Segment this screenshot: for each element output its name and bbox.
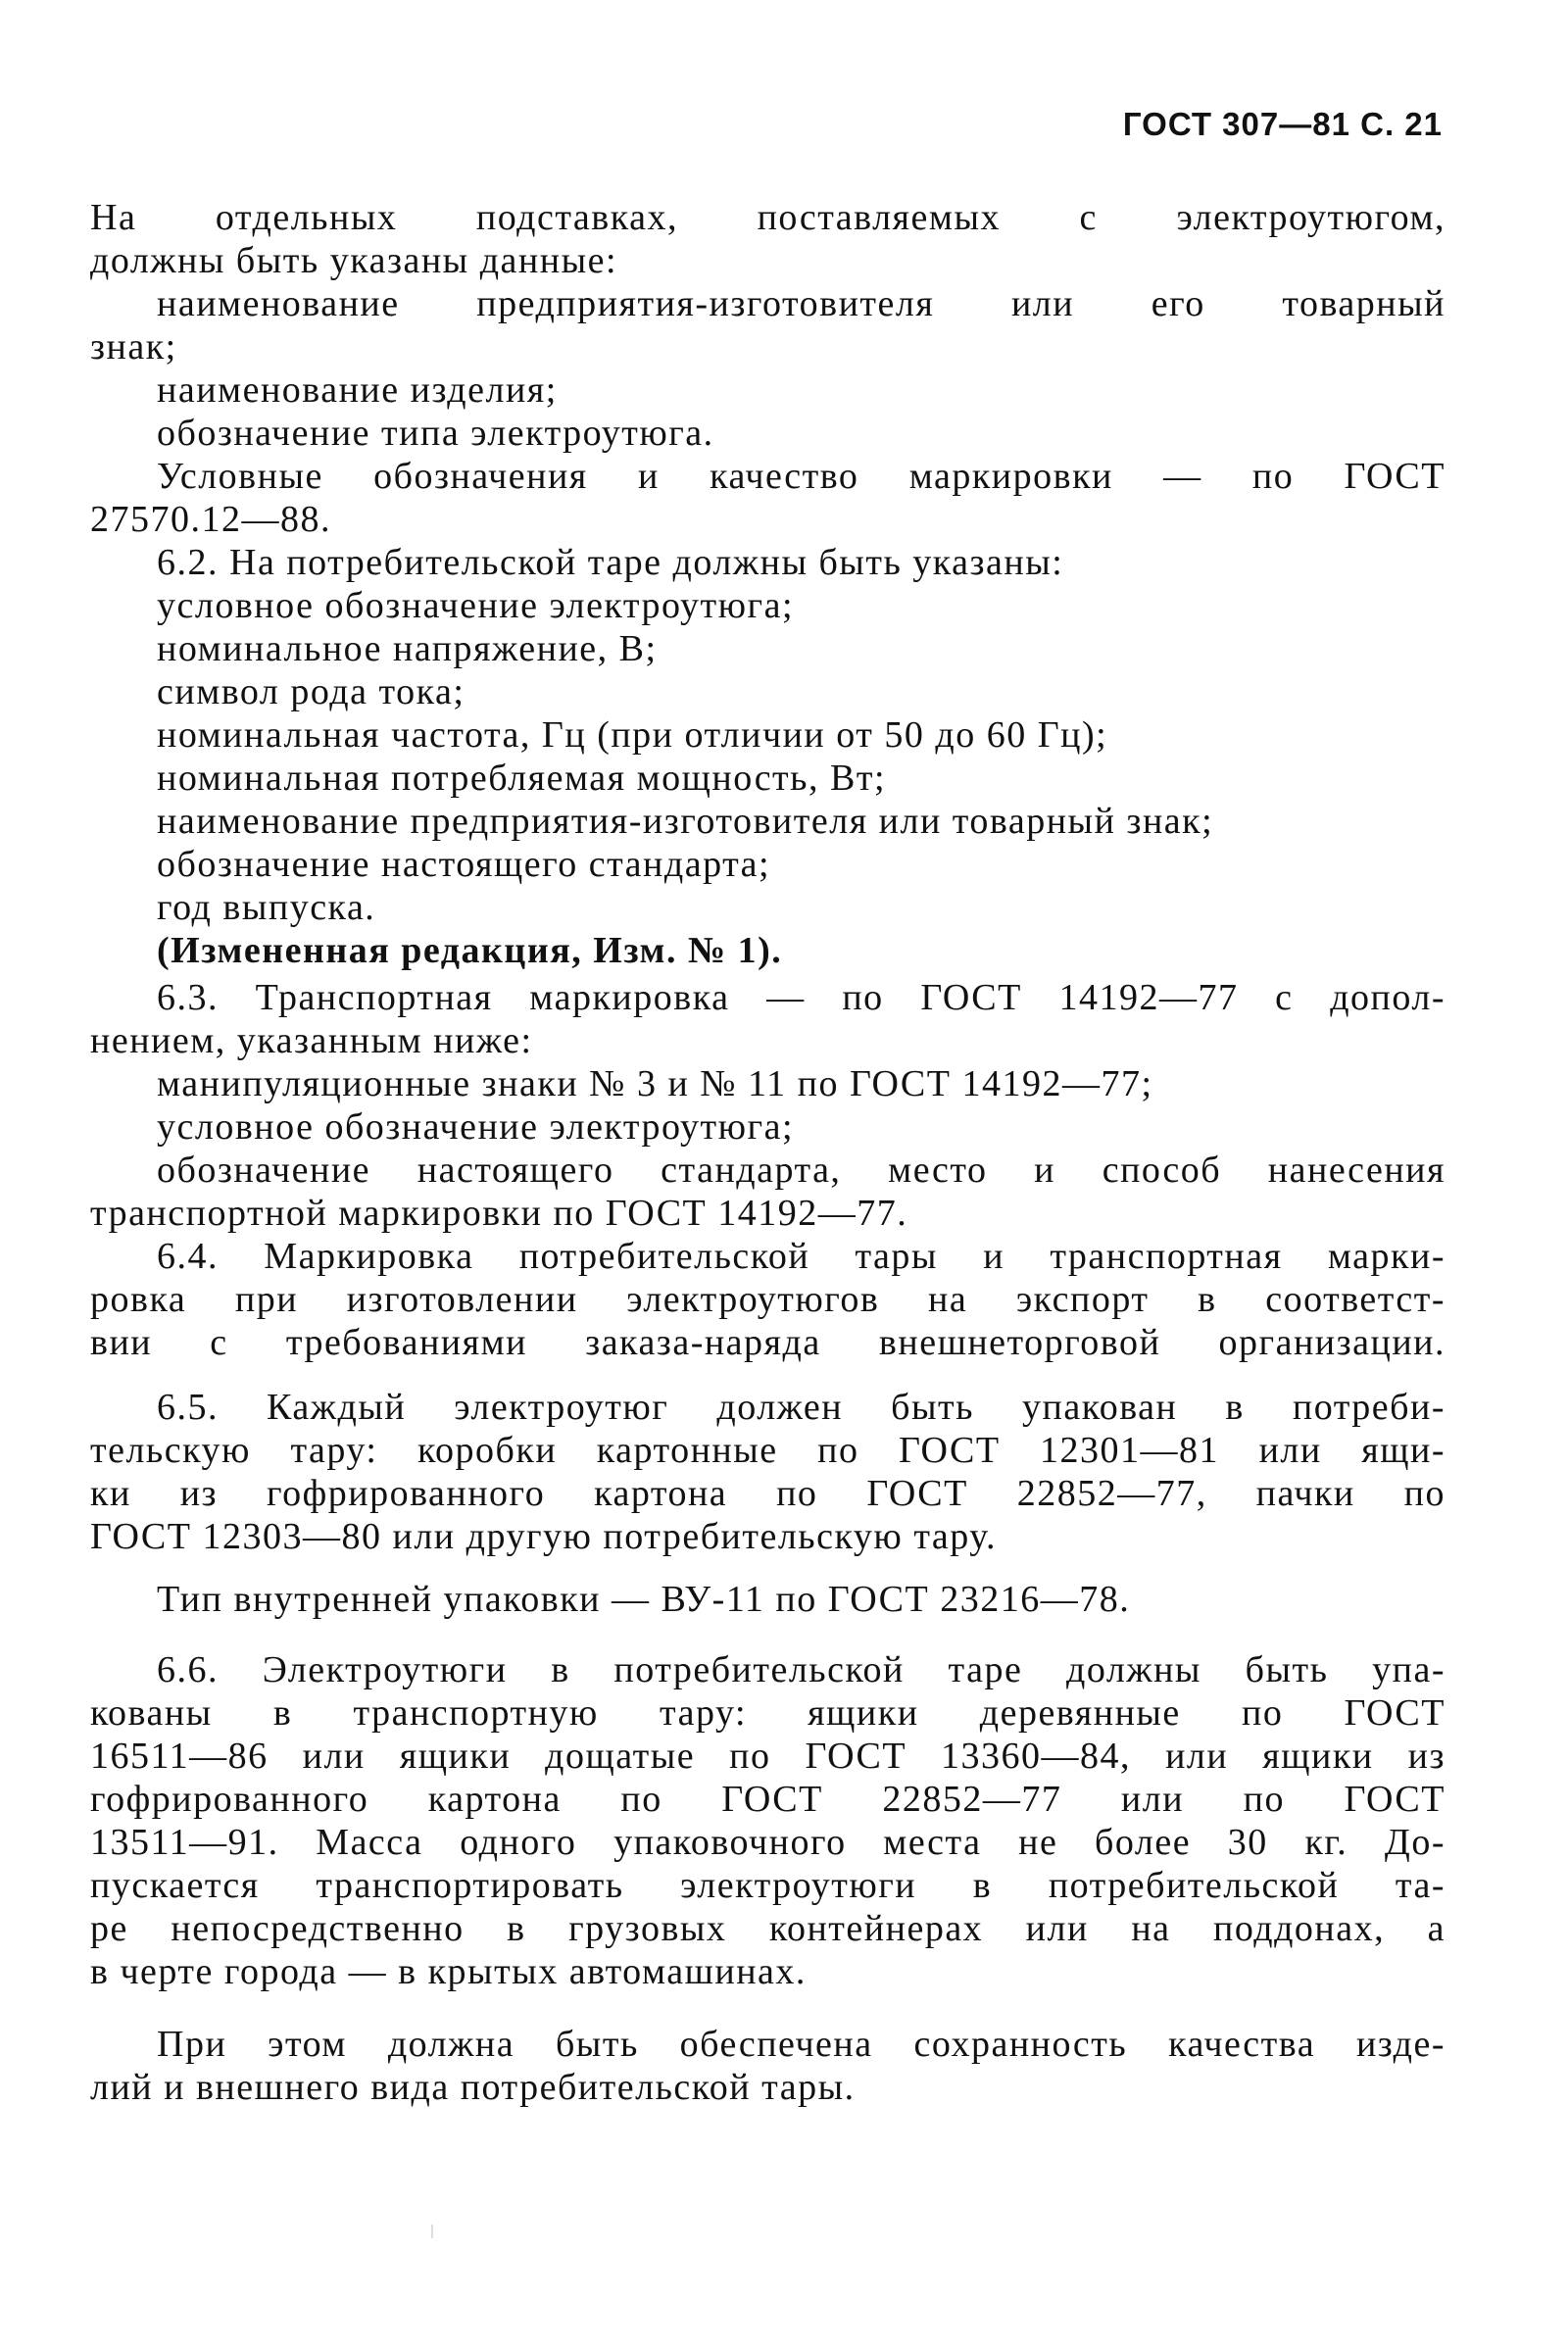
text-line: должны быть указаны данные: [90,240,618,281]
text-line: кованы в транспортную тару: ящики деревянные по ГОСТ [90,1692,1446,1734]
text-line: наименование предприятия-изготовителя или его товарный [157,283,1446,324]
text-line: Тип внутренней упаковки — ВУ-11 по ГОСТ 23216—78. [157,1579,1131,1620]
text-line: Условные обозначения и качество маркировки — по ГОСТ [157,456,1446,497]
text-line: 6.2. На потребительской таре должны быть указаны: [157,542,1064,583]
text-line: знак; [90,326,177,367]
text-line: номинальная потребляемая мощность, Вт; [157,758,887,799]
text-line: 16511—86 или ящики дощатые по ГОСТ 13360—84, или ящики из [90,1736,1446,1777]
scan-mark [431,2225,433,2238]
amendment-note: (Измененная редакция, Изм. № 1). [157,930,783,971]
text-line: год выпуска. [157,887,376,928]
text-line: наименование предприятия-изготовителя или товарный знак; [157,801,1214,842]
text-line: вии с требованиями заказа-наряда внешнеторговой организации. [90,1322,1446,1363]
text-line: манипуляционные знаки № 3 и № 11 по ГОСТ 14192—77; [157,1063,1153,1104]
text-line: ровка при изготовлении электроутюгов на экспорт в соответст- [90,1279,1446,1320]
text-line: ГОСТ 12303—80 или другую потребительскую тару. [90,1516,997,1557]
page-header: ГОСТ 307—81 С. 21 [1122,106,1443,142]
text-line: в черте города — в крытых автомашинах. [90,1951,807,1992]
text-line: гофрированного картона по ГОСТ 22852—77 или по ГОСТ [90,1779,1446,1820]
text-line: пускается транспортировать электроутюги в потребительской та- [90,1865,1446,1906]
text-line: обозначение типа электроутюга. [157,413,714,454]
text-line: транспортной маркировки по ГОСТ 14192—77. [90,1193,908,1234]
text-line: номинальное напряжение, В; [157,628,658,669]
text-line: символ рода тока; [157,671,466,712]
text-line: При этом должна быть обеспечена сохранность качества изде- [157,2024,1446,2065]
text-line: условное обозначение электроутюга; [157,1106,795,1148]
text-line: 27570.12—88. [90,499,331,540]
text-line: лий и внешнего вида потребительской тары. [90,2067,856,2108]
text-line: ки из гофрированного картона по ГОСТ 22852—77, пачки по [90,1473,1446,1514]
text-line: ре непосредственно в грузовых контейнерах или на поддонах, а [90,1908,1446,1949]
text-line: 6.3. Транспортная маркировка — по ГОСТ 14192—77 с допол- [157,977,1446,1018]
text-line: 6.6. Электроутюги в потребительской таре должны быть упа- [157,1649,1446,1690]
text-line: нением, указанным ниже: [90,1020,533,1061]
text-line: 6.5. Каждый электроутюг должен быть упакован в потреби- [157,1387,1446,1428]
text-line: наименование изделия; [157,369,558,411]
text-line: условное обозначение электроутюга; [157,585,795,626]
text-line: обозначение настоящего стандарта, место и способ нанесения [157,1150,1446,1191]
text-line: 6.4. Маркировка потребительской тары и транспортная марки- [157,1236,1446,1277]
text-line: На отдельных подставках, поставляемых с электроутюгом, [90,197,1446,238]
text-line: 13511—91. Масса одного упаковочного места не более 30 кг. До- [90,1822,1446,1863]
text-line: тельскую тару: коробки картонные по ГОСТ 12301—81 или ящи- [90,1430,1446,1471]
text-line: номинальная частота, Гц (при отличии от 50 до 60 Гц); [157,714,1108,756]
text-line: обозначение настоящего стандарта; [157,844,771,885]
